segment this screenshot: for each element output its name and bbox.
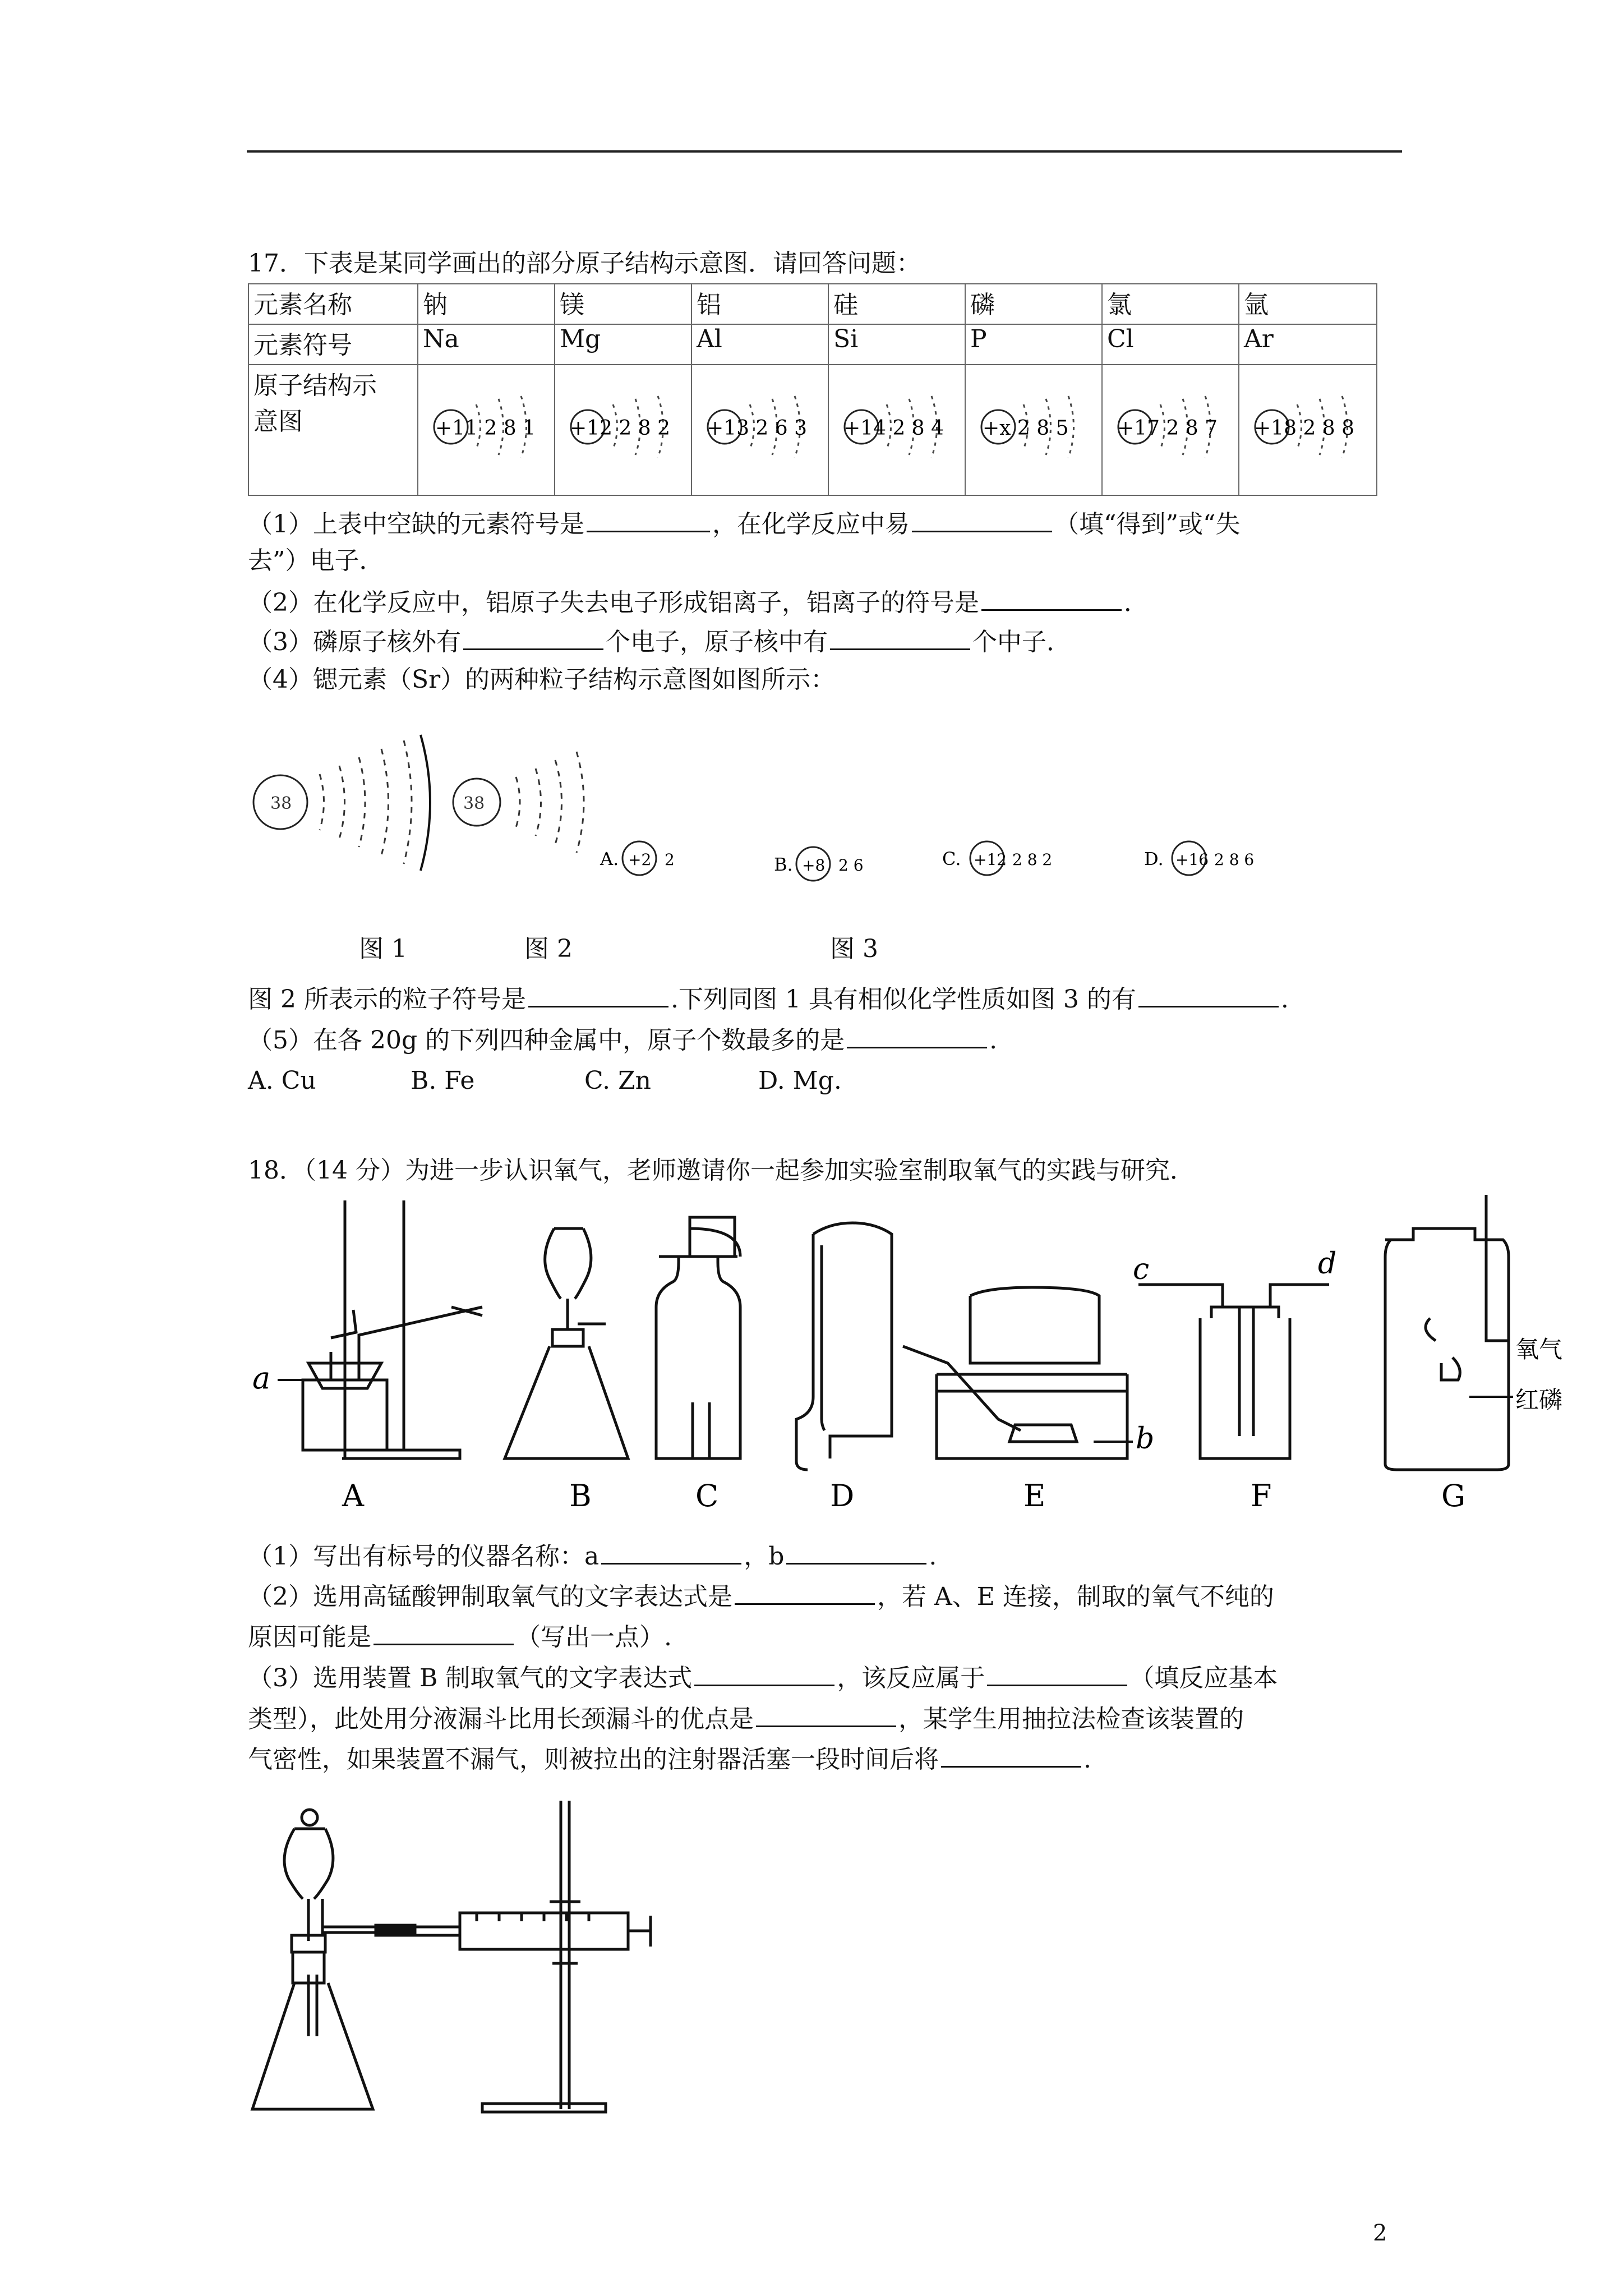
answer-blank[interactable]: [987, 1658, 1127, 1686]
mark-a: a: [252, 1360, 271, 1396]
element-name: 铝: [691, 284, 828, 324]
mark-b: b: [1136, 1422, 1155, 1456]
option-shells: 2 8 2: [1012, 850, 1053, 869]
option-shells: 2 8 6: [1214, 850, 1255, 869]
apparatus-F: [1138, 1285, 1329, 1458]
answer-blank[interactable]: [941, 1739, 1081, 1768]
diagram-text: +18 2 8 8: [1254, 417, 1355, 440]
apparatus-diagram: [247, 1195, 1604, 1509]
element-symbol: Mg: [555, 324, 691, 365]
answer-blank[interactable]: [735, 1576, 875, 1605]
apparatus-label: F: [1251, 1478, 1272, 1509]
q17-part4b: 图 2 所表示的粒子符号是 .下列同图 1 具有相似化学性质如图 3 的有 .: [248, 979, 1289, 1018]
option-nucleus: +8: [802, 856, 826, 875]
option-letter: B.: [774, 854, 793, 875]
answer-blank[interactable]: [528, 979, 668, 1007]
diagram-text: +x 2 8 5: [983, 417, 1069, 440]
q17-part4: （4）锶元素（Sr）的两种粒子结构示意图如图所示：: [248, 665, 836, 694]
element-name: 氩: [1239, 284, 1377, 324]
choice-a[interactable]: A. Cu: [248, 1066, 316, 1095]
apparatus-label: E: [1023, 1478, 1046, 1509]
q18-part1: （1）写出有标号的仪器名称：a ，b .: [248, 1536, 937, 1575]
answer-blank[interactable]: [694, 1658, 834, 1686]
answer-blank[interactable]: [981, 582, 1122, 611]
atom-diagram: [555, 365, 691, 495]
answer-blank[interactable]: [847, 1020, 987, 1048]
row-label: 元素符号: [248, 324, 418, 365]
row-label: 元素名称: [248, 284, 418, 324]
atom-diagram: [828, 365, 965, 495]
option-nucleus: +12: [974, 850, 1007, 869]
fig-label: 图 3: [830, 935, 878, 963]
mark-c: c: [1133, 1253, 1150, 1286]
option-shells: 2: [665, 850, 675, 869]
atom-diagram: [691, 365, 828, 495]
fig-label: 图 1: [359, 935, 407, 963]
element-name: 硅: [828, 284, 965, 324]
apparatus-label: A: [342, 1478, 364, 1509]
answer-blank[interactable]: [374, 1617, 514, 1645]
apparatus-C: [656, 1217, 740, 1458]
q18-part3-cont: 类型），此处用分液漏斗比用长颈漏斗的优点是 ，某学生用抽拉法检查该装置的: [248, 1699, 1244, 1737]
q18-part2: （2）选用高锰酸钾制取氧气的文字表达式是 ，若 A、E 连接，制取的氧气不纯的: [248, 1576, 1274, 1615]
option-letter: A.: [600, 848, 619, 869]
diagram-text: +17 2 8 7: [1117, 417, 1218, 440]
choice-b[interactable]: B. Fe: [411, 1066, 475, 1095]
table-row: [248, 324, 1377, 365]
q18-title: 18．（14 分）为进一步认识氧气，老师邀请你一起参加实验室制取氧气的实践与研究．: [248, 1156, 1195, 1185]
g-label-red-phosphorus: 红磷: [1515, 1386, 1563, 1414]
element-symbol: Cl: [1102, 324, 1239, 365]
q17-part1: （1）上表中空缺的元素符号是 ，在化学反应中易 （填“得到”或“失: [248, 504, 1240, 542]
option-letter: C.: [942, 848, 961, 869]
atom-diagram: [1102, 365, 1239, 495]
element-symbol: Al: [691, 324, 828, 365]
airtightness-setup-diagram: [247, 1795, 695, 2120]
atom-diagram: [965, 365, 1102, 495]
apparatus-B: [505, 1228, 628, 1458]
figure-2: [453, 752, 584, 853]
option-nucleus: +16: [1175, 850, 1209, 869]
apparatus-D: [796, 1223, 892, 1470]
nucleus-label: 38: [463, 794, 485, 813]
q18-part3-cont2: 气密性，如果装置不漏气，则被拉出的注射器活塞一段时间后将 .: [248, 1739, 1091, 1778]
figure-1: [253, 735, 430, 871]
page-number: 2: [1373, 2220, 1387, 2246]
answer-blank[interactable]: [587, 504, 710, 532]
q17-part3: （3）磷原子核外有 个电子，原子核中有 个中子．: [248, 622, 1071, 660]
header-rule: [247, 150, 1402, 153]
diagram-text: +14 2 8 4: [843, 417, 944, 440]
answer-blank[interactable]: [1138, 979, 1279, 1007]
apparatus-label: B: [569, 1478, 592, 1509]
table-row: [248, 365, 1377, 495]
q18-part2-cont: 原因可能是 （写出一点）.: [248, 1617, 672, 1655]
apparatus-G: [1385, 1195, 1509, 1470]
element-name: 钠: [418, 284, 555, 324]
q17-title: 17．下表是某同学画出的部分原子结构示意图．请回答问题：: [248, 249, 921, 278]
element-name: 磷: [965, 284, 1102, 324]
answer-blank[interactable]: [463, 622, 603, 650]
sr-figures: [247, 724, 1312, 903]
answer-blank[interactable]: [786, 1536, 926, 1565]
choice-c[interactable]: C. Zn: [584, 1066, 651, 1095]
q18-part3: （3）选用装置 B 制取氧气的文字表达式 ，该反应属于 （填反应基本: [248, 1658, 1278, 1696]
apparatus-E: [903, 1287, 1127, 1458]
g-label-oxygen: 氧气: [1515, 1336, 1563, 1363]
table-row: [248, 284, 1377, 324]
q17-part5: （5）在各 20g 的下列四种金属中，原子个数最多的是 .: [248, 1020, 997, 1059]
diagram-text: +11 2 8 1: [435, 417, 536, 440]
option-shells: 2 6: [838, 856, 864, 875]
element-symbol: Na: [418, 324, 555, 365]
atom-diagram: [418, 365, 555, 495]
mark-d: d: [1318, 1247, 1337, 1281]
element-name: 镁: [555, 284, 691, 324]
q17-part1-cont: 去”）电子．: [248, 546, 384, 575]
choice-d[interactable]: D. Mg.: [758, 1066, 842, 1095]
q17-part2: （2）在化学反应中，铝原子失去电子形成铝离子，铝离子的符号是 ．: [248, 582, 1149, 621]
apparatus-A: [303, 1200, 482, 1458]
element-symbol: Si: [828, 324, 965, 365]
nucleus-label: 38: [270, 794, 292, 813]
element-symbol: Ar: [1239, 324, 1377, 365]
element-symbol: P: [965, 324, 1102, 365]
option-letter: D.: [1144, 848, 1164, 869]
answer-blank[interactable]: [756, 1699, 896, 1727]
answer-blank[interactable]: [601, 1536, 741, 1565]
fig-label: 图 2: [524, 935, 573, 963]
answer-blank[interactable]: [912, 504, 1052, 532]
answer-blank[interactable]: [830, 622, 970, 650]
apparatus-label: D: [830, 1478, 855, 1509]
apparatus-label: C: [695, 1478, 719, 1509]
row-label: 原子结构示 意图: [248, 365, 418, 495]
element-table: [248, 283, 1377, 496]
diagram-text: +12 2 8 2: [570, 417, 671, 440]
atom-diagram: [1239, 365, 1377, 495]
q17-choices: [248, 1063, 842, 1099]
element-name: 氯: [1102, 284, 1239, 324]
figure-3-options: [600, 841, 1254, 881]
option-nucleus: +2: [628, 850, 652, 869]
apparatus-label: G: [1441, 1478, 1466, 1509]
diagram-text: +13 2 6 3: [707, 417, 808, 440]
